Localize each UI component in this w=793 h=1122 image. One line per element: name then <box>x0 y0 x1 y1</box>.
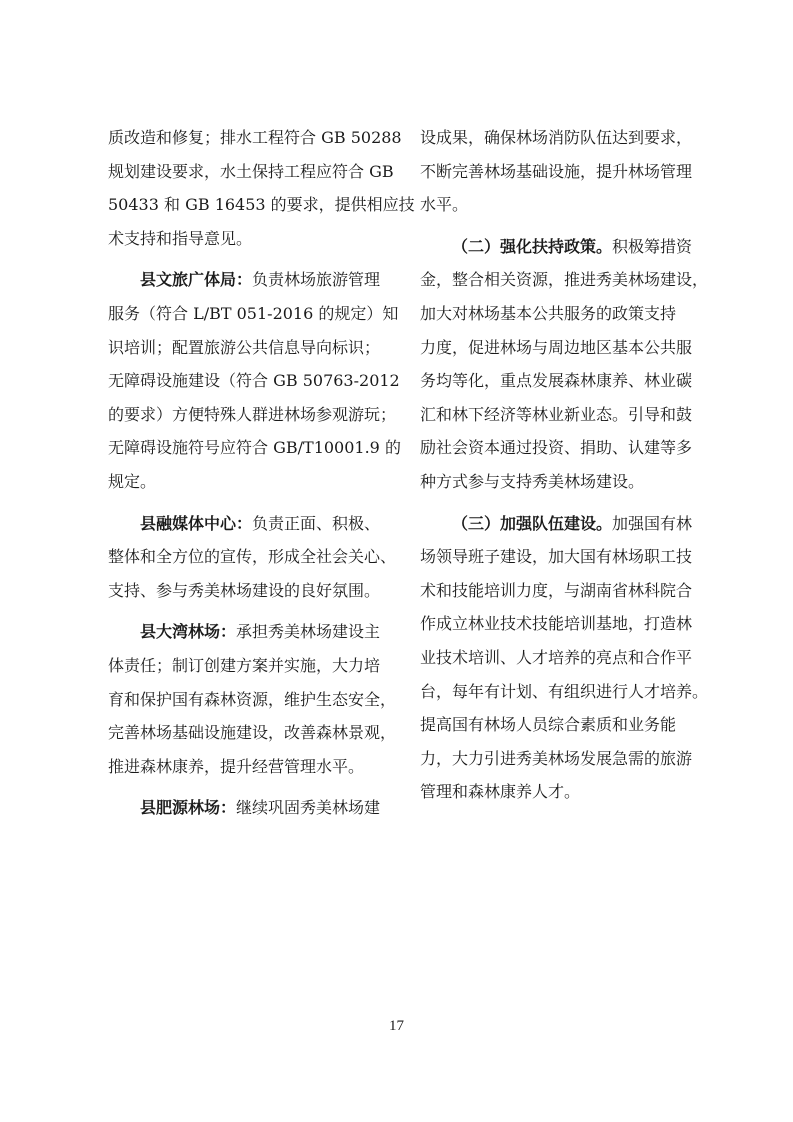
paragraph-lead: （三）加强队伍建设。 <box>452 513 613 533</box>
text-line: 力，大力引进秀美林场发展急需的旅游 <box>420 748 693 768</box>
text-line: 管理和森林康养人才。 <box>420 782 581 802</box>
paragraph-lead: 县肥源林场： <box>140 798 237 818</box>
text-line: 50433 和 GB 16453 的要求，提供相应技 <box>108 195 415 215</box>
text-line: 育和保护国有森林资源，维护生态安全， <box>108 689 397 709</box>
paragraph-drainage <box>108 121 415 255</box>
text-line: 的要求）方便特殊人群进林场参观游玩； <box>108 404 397 424</box>
paragraph-first-rest: 加强国有林 <box>612 513 693 533</box>
text-line: 不断完善林场基础设施，提升林场管理 <box>420 161 693 181</box>
paragraph-first-rest: 负责正面、积极、 <box>252 513 381 533</box>
text-line: 规划建设要求，水土保持工程应符合 GB <box>108 161 394 181</box>
paragraph-dawan-forest-farm <box>108 615 397 783</box>
text-line: 无障碍设施符号应符合 GB/T10001.9 的 <box>108 438 401 458</box>
text-line: 加大对林场基本公共服务的政策支持 <box>420 303 677 323</box>
right-column <box>420 121 709 809</box>
text-line: 业技术培训、人才培养的亮点和合作平 <box>420 647 693 667</box>
paragraph-first-rest: 积极筹措资 <box>612 236 693 256</box>
text-line: 质改造和修复；排水工程符合 GB 50288 <box>108 128 402 147</box>
paragraph-first-rest: 继续巩固秀美林场建 <box>236 798 381 818</box>
text-line: 种方式参与支持秀美林场建设。 <box>420 471 645 491</box>
text-line: 服务（符合 L/BT 051-2016 的规定）知 <box>108 303 399 323</box>
left-column <box>108 121 415 825</box>
text-line: 作成立林业技术技能培训基地，打造林 <box>420 614 693 634</box>
paragraph-support-policy <box>420 230 709 499</box>
paragraph-first-rest: 负责林场旅游管理 <box>252 270 381 290</box>
text-line: 务均等化，重点发展森林康养、林业碳 <box>420 371 693 391</box>
paragraph-lead: （二）强化扶持政策。 <box>452 236 613 256</box>
text-line: 汇和林下经济等林业新业态。引导和鼓 <box>420 404 693 424</box>
text-line: 提高国有林场人员综合素质和业务能 <box>420 715 677 735</box>
paragraph-media-center <box>108 507 397 608</box>
page-number: 17 <box>389 1018 404 1034</box>
text-line: 场领导班子建设，加大国有林场职工技 <box>420 547 693 567</box>
text-line: 水平。 <box>420 195 469 215</box>
paragraph-lead: 县文旅广体局： <box>140 270 253 290</box>
text-line: 整体和全方位的宣传，形成全社会关心、 <box>108 547 397 567</box>
text-line: 体责任；制订创建方案并实施，大力培 <box>108 655 381 675</box>
text-line <box>108 263 380 297</box>
paragraph-feiyuan-continued <box>420 121 692 222</box>
text-line: 完善林场基础设施建设，改善森林景观， <box>108 723 397 743</box>
text-line: 金，整合相关资源，推进秀美林场建设， <box>420 270 709 290</box>
text-line: 识培训；配置旅游公共信息导向标识； <box>108 337 381 357</box>
paragraph-culture-tourism-bureau <box>108 263 401 498</box>
paragraph-first-rest: 承担秀美林场建设主 <box>236 622 381 642</box>
text-line <box>420 230 692 264</box>
paragraph-lead: 县大湾林场： <box>140 622 237 642</box>
text-line: 设成果，确保林场消防队伍达到要求， <box>420 128 693 147</box>
text-line: 励社会资本通过投资、捐助、认建等多 <box>420 438 693 458</box>
text-line: 支持、参与秀美林场建设的良好氛围。 <box>108 580 381 600</box>
text-line: 台，每年有计划、有组织进行人才培养。 <box>420 681 709 701</box>
text-line <box>420 507 692 541</box>
text-line <box>108 791 380 825</box>
text-line: 无障碍设施建设（符合 GB 50763-2012 <box>108 371 400 391</box>
paragraph-team-building <box>420 507 709 809</box>
text-line <box>108 507 380 541</box>
text-line: 规定。 <box>108 471 157 491</box>
paragraph-lead: 县融媒体中心： <box>140 513 253 533</box>
text-line <box>108 615 380 649</box>
paragraph-feiyuan-forest-farm <box>108 791 380 825</box>
text-line: 力度，促进林场与周边地区基本公共服 <box>420 337 693 357</box>
text-line: 术支持和指导意见。 <box>108 228 253 248</box>
text-line: 推进森林康养，提升经营管理水平。 <box>108 756 365 776</box>
text-line: 术和技能培训力度，与湖南省林科院合 <box>420 580 693 600</box>
